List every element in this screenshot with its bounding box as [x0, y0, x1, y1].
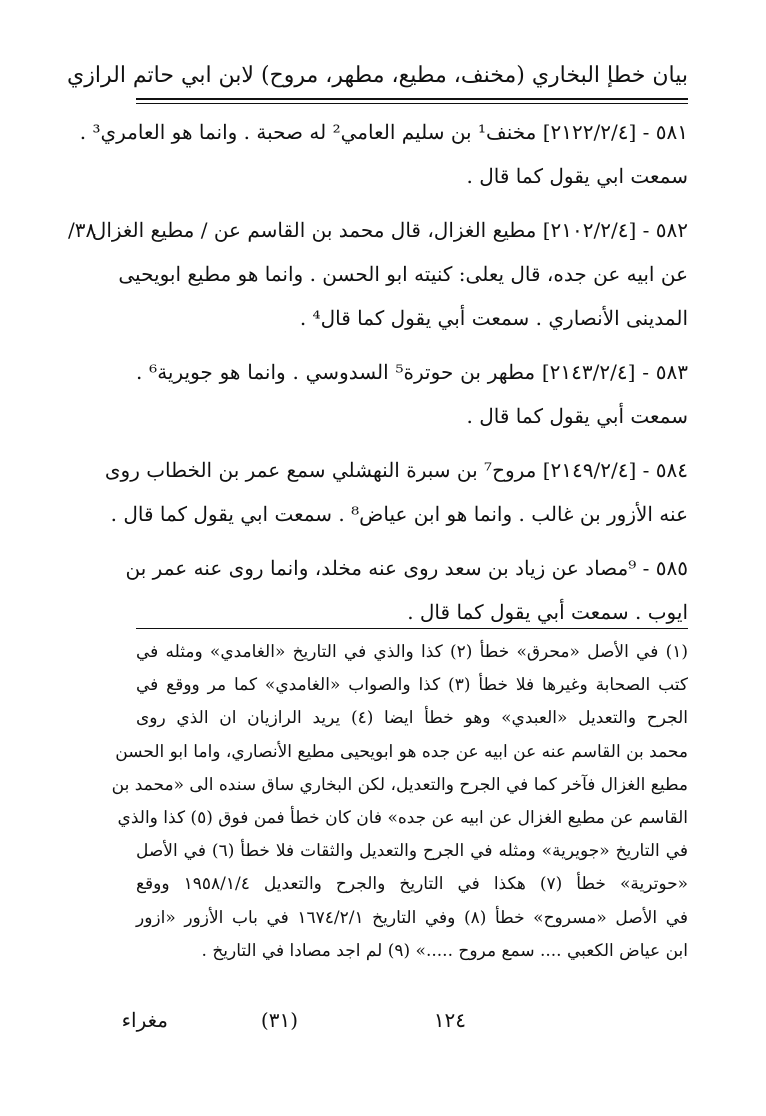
entry-line: المدينى الأنصاري . سمعت أبي يقول كما قال⁴ . [299, 306, 688, 330]
running-header: بيان خطإ البخاري (مخنف، مطيع، مطهر، مروح) لابن ابي حاتم الرازي [67, 63, 688, 88]
entry-line: ٥٨٤ - [٢١٤٩/٢/٤] مروح⁷ بن سبرة النهشلي سمع عمر بن الخطاب روى [104, 458, 688, 482]
entries-list [68, 110, 688, 644]
footnote-line: في التاريخ «جويرية» ومثله في الجرح والتعديل والثقات فلا خطأ (٦) في الأصل [136, 841, 688, 862]
entry-line: ٥٨١ - [٢١٢٢/٢/٤] مخنف¹ بن سليم العامي² له صحبة . وانما هو العامري³ . [79, 120, 688, 144]
footnotes [111, 636, 689, 968]
manuscript-folio-marker: ٣٨/ [68, 218, 97, 242]
page-number: ١٢٤ [433, 1008, 466, 1032]
entry-line: ٥٨٢ - [٢١٠٢/٢/٤] مطيع الغزال، قال محمد بن القاسم عن / مطيع الغزال [91, 218, 688, 242]
header-rule-thin [136, 103, 688, 104]
footnote-line: في الأصل «مسروح» خطأ (٨) وفي التاريخ ١٦٧٤/٢/١ في باب الأزور «ازور [136, 907, 688, 928]
entry-585 [125, 546, 688, 634]
entry-line: عنه الأزور بن غالب . وانما هو ابن عياض⁸ . سمعت ابي يقول كما قال . [110, 502, 688, 526]
entry-584 [104, 448, 688, 536]
footnote-line: (١) في الأصل «محرق» خطأ (٢) كذا والذي في التاريخ «الغامدي» ومثله في [136, 642, 688, 662]
footnotes-rule [136, 628, 688, 629]
entry-line: سمعت ابي يقول كما قال . [466, 164, 688, 188]
footnote-line: «حوترية» خطأ (٧) هكذا في التاريخ والجرح والتعديل ١٩٥٨/١/٤ ووقع [136, 874, 689, 895]
entry-line: سمعت أبي يقول كما قال . [466, 404, 688, 428]
footnote-line: محمد بن القاسم عنه عن ابيه عن جده هو ابويحيى مطيع الأنصاري، واما ابو الحسن [115, 741, 688, 762]
footer-signature-label: مغراء [121, 1008, 168, 1032]
footnote-line: الجرح والتعديل «العبدي» وهو خطأ ايضا (٤) يريد الرازيان ان الذي روى [136, 708, 688, 729]
header-rule [136, 98, 688, 100]
entry-line: ايوب . سمعت أبي يقول كما قال . [407, 600, 688, 624]
entry-581 [79, 110, 688, 198]
footnote-line: مطيع الغزال فآخر كما في الجرح والتعديل، لكن البخاري ساق سنده الى «محمد بن [111, 774, 688, 795]
footer-signature: (٣١) [260, 1008, 298, 1032]
footnote-line: كتب الصحابة وغيرها فلا خطأ (٣) كذا والصواب «الغامدي» كما مر ووقع في [136, 675, 688, 696]
footnote-line: القاسم عن مطيع الغزال عن ابيه عن جده» فان كان خطأ فمن فوق (٥) كذا والذي [117, 808, 688, 829]
entry-582 [68, 208, 688, 340]
entry-line: ٥٨٣ - [٢١٤٣/٢/٤] مطهر بن حوترة⁵ السدوسي . وانما هو جويرية⁶ . [136, 360, 688, 384]
entry-line: ٥٨٥ - ⁹مصاد عن زياد بن سعد روى عنه مخلد، وانما روى عنه عمر بن [125, 556, 688, 580]
page-footer [121, 1000, 688, 1040]
footnote-line: ابن عياض الكعبي .... سمع مروح .....» (٩) لم اجد مصادا في التاريخ . [201, 940, 688, 961]
entry-line: عن ابيه عن جده، قال يعلى: كنيته ابو الحسن . وانما هو مطيع ابويحيى [118, 262, 688, 286]
entry-583 [136, 350, 688, 438]
